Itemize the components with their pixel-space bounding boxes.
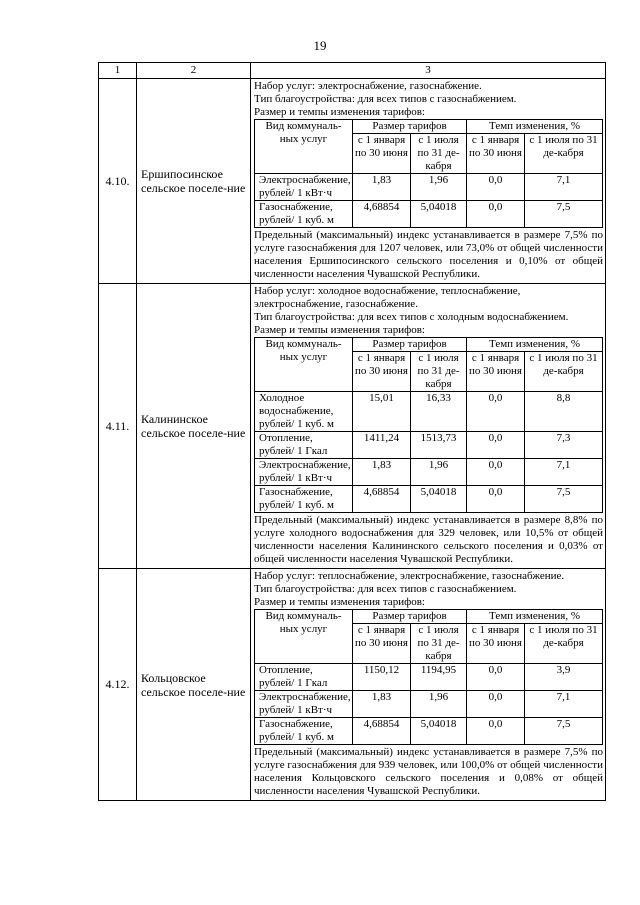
- row-number: 4.11.: [99, 284, 137, 569]
- tariff-jul: 16,33: [411, 392, 467, 432]
- tariff-jul: 5,04018: [411, 486, 467, 513]
- index-note: Предельный (максимальный) индекс устанавливается в размере 7,5% по услуге газоснабжения для 1207 человек, или 73,0% от общей численности населения Ершипосинского сельского поселения и 0,10% от общей численности населения Чувашской Республики.: [254, 229, 603, 280]
- column-header-2: 2: [137, 63, 251, 79]
- tariff-jul: 1,96: [411, 459, 467, 486]
- service-name: Газоснабжение, рублей/ 1 куб. м: [255, 718, 353, 745]
- tariff-header-row: [255, 120, 603, 134]
- service-name: Отопление, рублей/ 1 Гкал: [255, 664, 353, 691]
- row-number: 4.12.: [99, 569, 137, 801]
- tariff-row: [255, 486, 603, 513]
- tariff-caption: Размер и темпы изменения тарифов:: [254, 106, 425, 118]
- tariff-size-header: Размер тарифов: [353, 610, 467, 624]
- settlement-row: [99, 569, 606, 801]
- period-jul-header: с 1 июля по 31 де-кабря: [411, 352, 467, 392]
- tariff-row: [255, 201, 603, 228]
- services-set: Набор услуг: холодное водоснабжение, теплоснабжение, электроснабжение, газоснабжение.: [254, 285, 521, 310]
- service-type-header: Вид коммуналь-ных услуг: [255, 120, 353, 174]
- tariff-row: [255, 432, 603, 459]
- tariff-document-table: [98, 62, 606, 801]
- period-jan-header: с 1 января по 30 июня: [467, 624, 525, 664]
- period-jul-header: с 1 июля по 31 де-кабря: [525, 134, 603, 174]
- tariff-jan: 4,68854: [353, 718, 411, 745]
- tariff-jan: 4,68854: [353, 201, 411, 228]
- rate-jul: 8,8: [525, 392, 603, 432]
- service-name: Отопление, рублей/ 1 Гкал: [255, 432, 353, 459]
- services-set: Набор услуг: электроснабжение, газоснабжение.: [254, 80, 482, 92]
- tariff-table: [254, 609, 603, 745]
- tariff-jan: 1150,12: [353, 664, 411, 691]
- rate-jan: 0,0: [467, 174, 525, 201]
- rate-jul: 7,3: [525, 432, 603, 459]
- tariff-jul: 1,96: [411, 174, 467, 201]
- service-type-header: Вид коммуналь-ных услуг: [255, 338, 353, 392]
- tariff-row: [255, 718, 603, 745]
- rate-jan: 0,0: [467, 486, 525, 513]
- tariff-row: [255, 664, 603, 691]
- settlement-name: Кольцовское сельское поселе-ние: [137, 569, 251, 801]
- service-name: Газоснабжение, рублей/ 1 куб. м: [255, 201, 353, 228]
- rate-jul: 7,1: [525, 459, 603, 486]
- rate-jan: 0,0: [467, 718, 525, 745]
- service-name: Газоснабжение, рублей/ 1 куб. м: [255, 486, 353, 513]
- column-header-1: 1: [99, 63, 137, 79]
- column-header-3: 3: [251, 63, 606, 79]
- service-name: Электроснабжение, рублей/ 1 кВт·ч: [255, 174, 353, 201]
- rate-jul: 7,1: [525, 174, 603, 201]
- period-jan-header: с 1 января по 30 июня: [353, 134, 411, 174]
- tariff-jul: 1,96: [411, 691, 467, 718]
- rate-jan: 0,0: [467, 664, 525, 691]
- rate-jul: 7,1: [525, 691, 603, 718]
- change-rate-header: Темп изменения, %: [467, 610, 603, 624]
- period-jan-header: с 1 января по 30 июня: [353, 624, 411, 664]
- tariff-row: [255, 459, 603, 486]
- rate-jul: 3,9: [525, 664, 603, 691]
- tariff-jan: 1411,24: [353, 432, 411, 459]
- settlement-name: Калининское сельское поселе-ние: [137, 284, 251, 569]
- tariff-jan: 15,01: [353, 392, 411, 432]
- period-jul-header: с 1 июля по 31 де-кабря: [411, 134, 467, 174]
- tariff-header-row: [255, 610, 603, 624]
- column-number-row: [99, 63, 606, 79]
- index-note: Предельный (максимальный) индекс устанавливается в размере 7,5% по услуге газоснабжения для 939 человек, или 100,0% от общей численности населения Кольцовского сельского поселения и 0,08% от общей численности населения Чувашской Республики.: [254, 746, 603, 797]
- tariff-jul: 1194,95: [411, 664, 467, 691]
- rate-jul: 7,5: [525, 201, 603, 228]
- rate-jan: 0,0: [467, 392, 525, 432]
- rate-jan: 0,0: [467, 432, 525, 459]
- tariff-jul: 5,04018: [411, 718, 467, 745]
- improvement-type: Тип благоустройства: для всех типов с газоснабжением.: [254, 93, 517, 105]
- tariff-size-header: Размер тарифов: [353, 120, 467, 134]
- rate-jul: 7,5: [525, 486, 603, 513]
- tariff-caption: Размер и темпы изменения тарифов:: [254, 324, 425, 336]
- settlement-row: [99, 79, 606, 284]
- tariff-size-header: Размер тарифов: [353, 338, 467, 352]
- rate-jan: 0,0: [467, 691, 525, 718]
- settlement-details: [251, 569, 606, 801]
- tariff-row: [255, 174, 603, 201]
- service-name: Электроснабжение, рублей/ 1 кВт·ч: [255, 459, 353, 486]
- services-set: Набор услуг: теплоснабжение, электроснабжение, газоснабжение.: [254, 570, 565, 582]
- tariff-table: [254, 337, 603, 513]
- settlement-name: Ершипосинское сельское поселе-ние: [137, 79, 251, 284]
- page-number: 19: [313, 38, 327, 53]
- service-name: Электроснабжение, рублей/ 1 кВт·ч: [255, 691, 353, 718]
- rate-jul: 7,5: [525, 718, 603, 745]
- period-jul-header: с 1 июля по 31 де-кабря: [525, 352, 603, 392]
- settlement-row: [99, 284, 606, 569]
- tariff-row: [255, 691, 603, 718]
- rate-jan: 0,0: [467, 201, 525, 228]
- period-jan-header: с 1 января по 30 июня: [353, 352, 411, 392]
- settlement-details: [251, 284, 606, 569]
- tariff-table: [254, 119, 603, 228]
- tariff-row: [255, 392, 603, 432]
- tariff-jan: 1,83: [353, 459, 411, 486]
- change-rate-header: Темп изменения, %: [467, 120, 603, 134]
- tariff-jan: 1,83: [353, 691, 411, 718]
- period-jul-header: с 1 июля по 31 де-кабря: [411, 624, 467, 664]
- tariff-jan: 4,68854: [353, 486, 411, 513]
- tariff-jul: 5,04018: [411, 201, 467, 228]
- tariff-header-row: [255, 338, 603, 352]
- period-jan-header: с 1 января по 30 июня: [467, 134, 525, 174]
- rate-jan: 0,0: [467, 459, 525, 486]
- row-number: 4.10.: [99, 79, 137, 284]
- tariff-jan: 1,83: [353, 174, 411, 201]
- index-note: Предельный (максимальный) индекс устанавливается в размере 8,8% по услуге холодного водоснабжения для 329 человек, или 10,5% от общей численности населения Калининского сельского поселения и 0,03% от общей численности населения Чувашской Республики.: [254, 514, 603, 565]
- period-jul-header: с 1 июля по 31 де-кабря: [525, 624, 603, 664]
- improvement-type: Тип благоустройства: для всех типов с холодным водоснабжением.: [254, 311, 569, 323]
- service-name: Холодное водоснабжение, рублей/ 1 куб. м: [255, 392, 353, 432]
- improvement-type: Тип благоустройства: для всех типов с газоснабжением.: [254, 583, 517, 595]
- tariff-caption: Размер и темпы изменения тарифов:: [254, 596, 425, 608]
- service-type-header: Вид коммуналь-ных услуг: [255, 610, 353, 664]
- change-rate-header: Темп изменения, %: [467, 338, 603, 352]
- tariff-jul: 1513,73: [411, 432, 467, 459]
- period-jan-header: с 1 января по 30 июня: [467, 352, 525, 392]
- settlement-details: [251, 79, 606, 284]
